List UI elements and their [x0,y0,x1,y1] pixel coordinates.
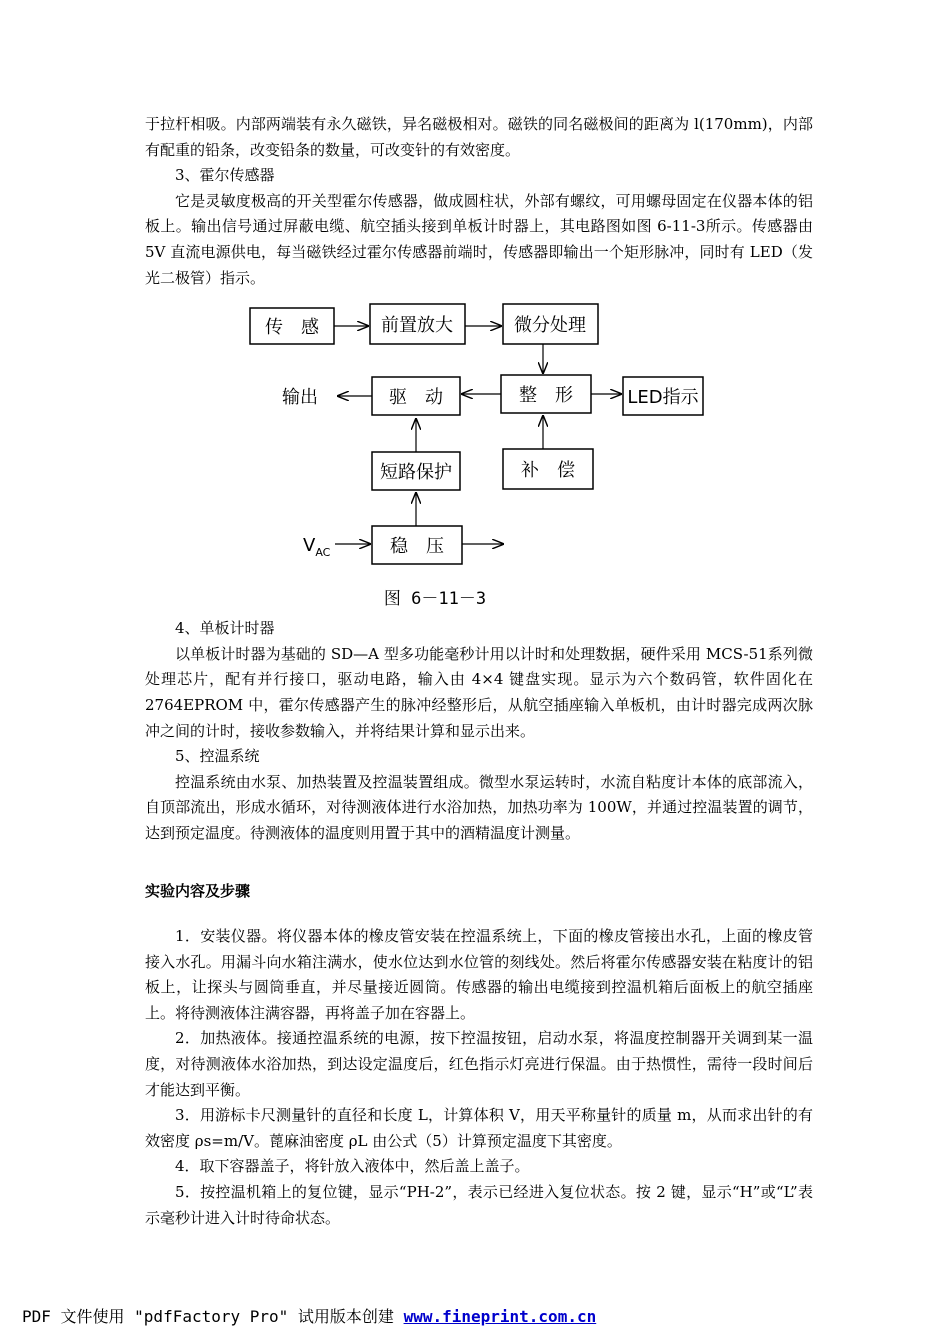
subheading-temp-control: 5、控温系统 [175,747,260,766]
box-reg-label: 稳 压 [390,536,444,558]
paragraph: 于拉杆相吸。内部两端装有永久磁铁，异名磁极相对。磁铁的同名磁极间的距离为 l(170mm)，内部有配重的铅条，改变铅条的数量，可改变针的有效密度。 [145,115,813,159]
footer-text: PDF 文件使用 "pdfFactory Pro" 试用版本创建 [22,1307,404,1326]
box-led-label: LED指示 [627,387,699,409]
box-comp-label: 补 偿 [521,460,575,482]
vac-label: $V_{AC}$ [303,535,331,560]
step-item: 5．按控温机箱上的复位键，显示“PH-2”，表示已经进入复位状态。按 2 键，显示“H”或“L”表示毫秒计进入计时待命状态。 [145,1183,813,1227]
pdf-footer [22,1304,922,1332]
footer-link[interactable]: www.fineprint.com.cn [403,1307,597,1326]
paragraph: 控温系统由水泵、加热装置及控温装置组成。微型水泵运转时，水流自粘度计本体的底部流入，自顶部流出，形成水循环，对待测液体进行水浴加热，加热功率为 100W，并通过控温装置的调节，达到预定温度。待测液体的温度则用置于其中的酒精温度计测量。 [145,772,813,842]
step-item: 2．加热液体。接通控温系统的电源，按下控温按钮，启动水泵，将温度控制器开关调到某一温度，对待测液体水浴加热，到达设定温度后，红色指示灯亮进行保温。由于热惯性，需待一段时间后才能达到平衡。 [145,1029,813,1099]
step-item: 3．用游标卡尺测量针的直径和长度 L，计算体积 V，用天平称量针的质量 m，从而求出针的有效密度 ρs=m/V。蓖麻油密度 ρL 由公式（5）计算预定温度下其密度。 [145,1106,813,1150]
subheading-hall-sensor: 3、霍尔传感器 [175,166,275,185]
step-item: 1．安装仪器。将仪器本体的橡皮管安装在控温系统上，下面的橡皮管接出水孔，上面的橡皮管接入水孔。用漏斗向水箱注满水，使水位达到水位管的刻线处。然后将霍尔传感器安装在粘度计的铝板上，让探头与圆筒垂直，并尽量接近圆筒。传感器的输出电缆接到控温机箱后面板上的航空插座上。将待测液体注满容器，再将盖子加在容器上。 [145,927,813,1022]
subheading-timer: 4、单板计时器 [175,619,275,638]
box-sensor-label: 传 感 [265,317,319,339]
box-diff-label: 微分处理 [514,315,586,337]
box-preamp-label: 前置放大 [381,315,453,337]
step-item: 4．取下容器盖子，将针放入液体中，然后盖上盖子。 [175,1157,530,1176]
paragraph: 它是灵敏度极高的开关型霍尔传感器，做成圆柱状，外部有螺纹，可用螺母固定在仪器本体的铝板上。输出信号通过屏蔽电缆、航空插头接到单板计时器上，其电路图如图 6-11-3所示。传感器由 5V 直流电源供电，每当磁铁经过霍尔传感器前端时，传感器即输出一个矩形脉冲，同时有 LED（发光二极管）指示。 [145,191,813,287]
block-diagram-svg [245,299,705,611]
box-drive-label: 驱 动 [389,387,443,409]
block-diagram [145,299,813,614]
figure-caption: 图 6－11－3 [383,589,487,610]
output-label: 输出 [282,387,318,409]
box-shaping-label: 整 形 [519,385,573,407]
paragraph: 以单板计时器为基础的 SD—A 型多功能毫秒计用以计时和处理数据，硬件采用 MCS-51系列微处理芯片，配有并行接口，驱动电路，输入由 4×4 键盘实现。显示为六个数码管，软件固化在 2764EPROM 中，霍尔传感器产生的脉冲经整形后，从航空插座输入单板机，由计时器完成两次脉冲之间的计时，接收参数输入，并将结果计算和显示出来。 [145,644,813,740]
box-short-label: 短路保护 [380,462,452,484]
section-title: 实验内容及步骤 [145,881,251,900]
page-body [145,112,813,1231]
